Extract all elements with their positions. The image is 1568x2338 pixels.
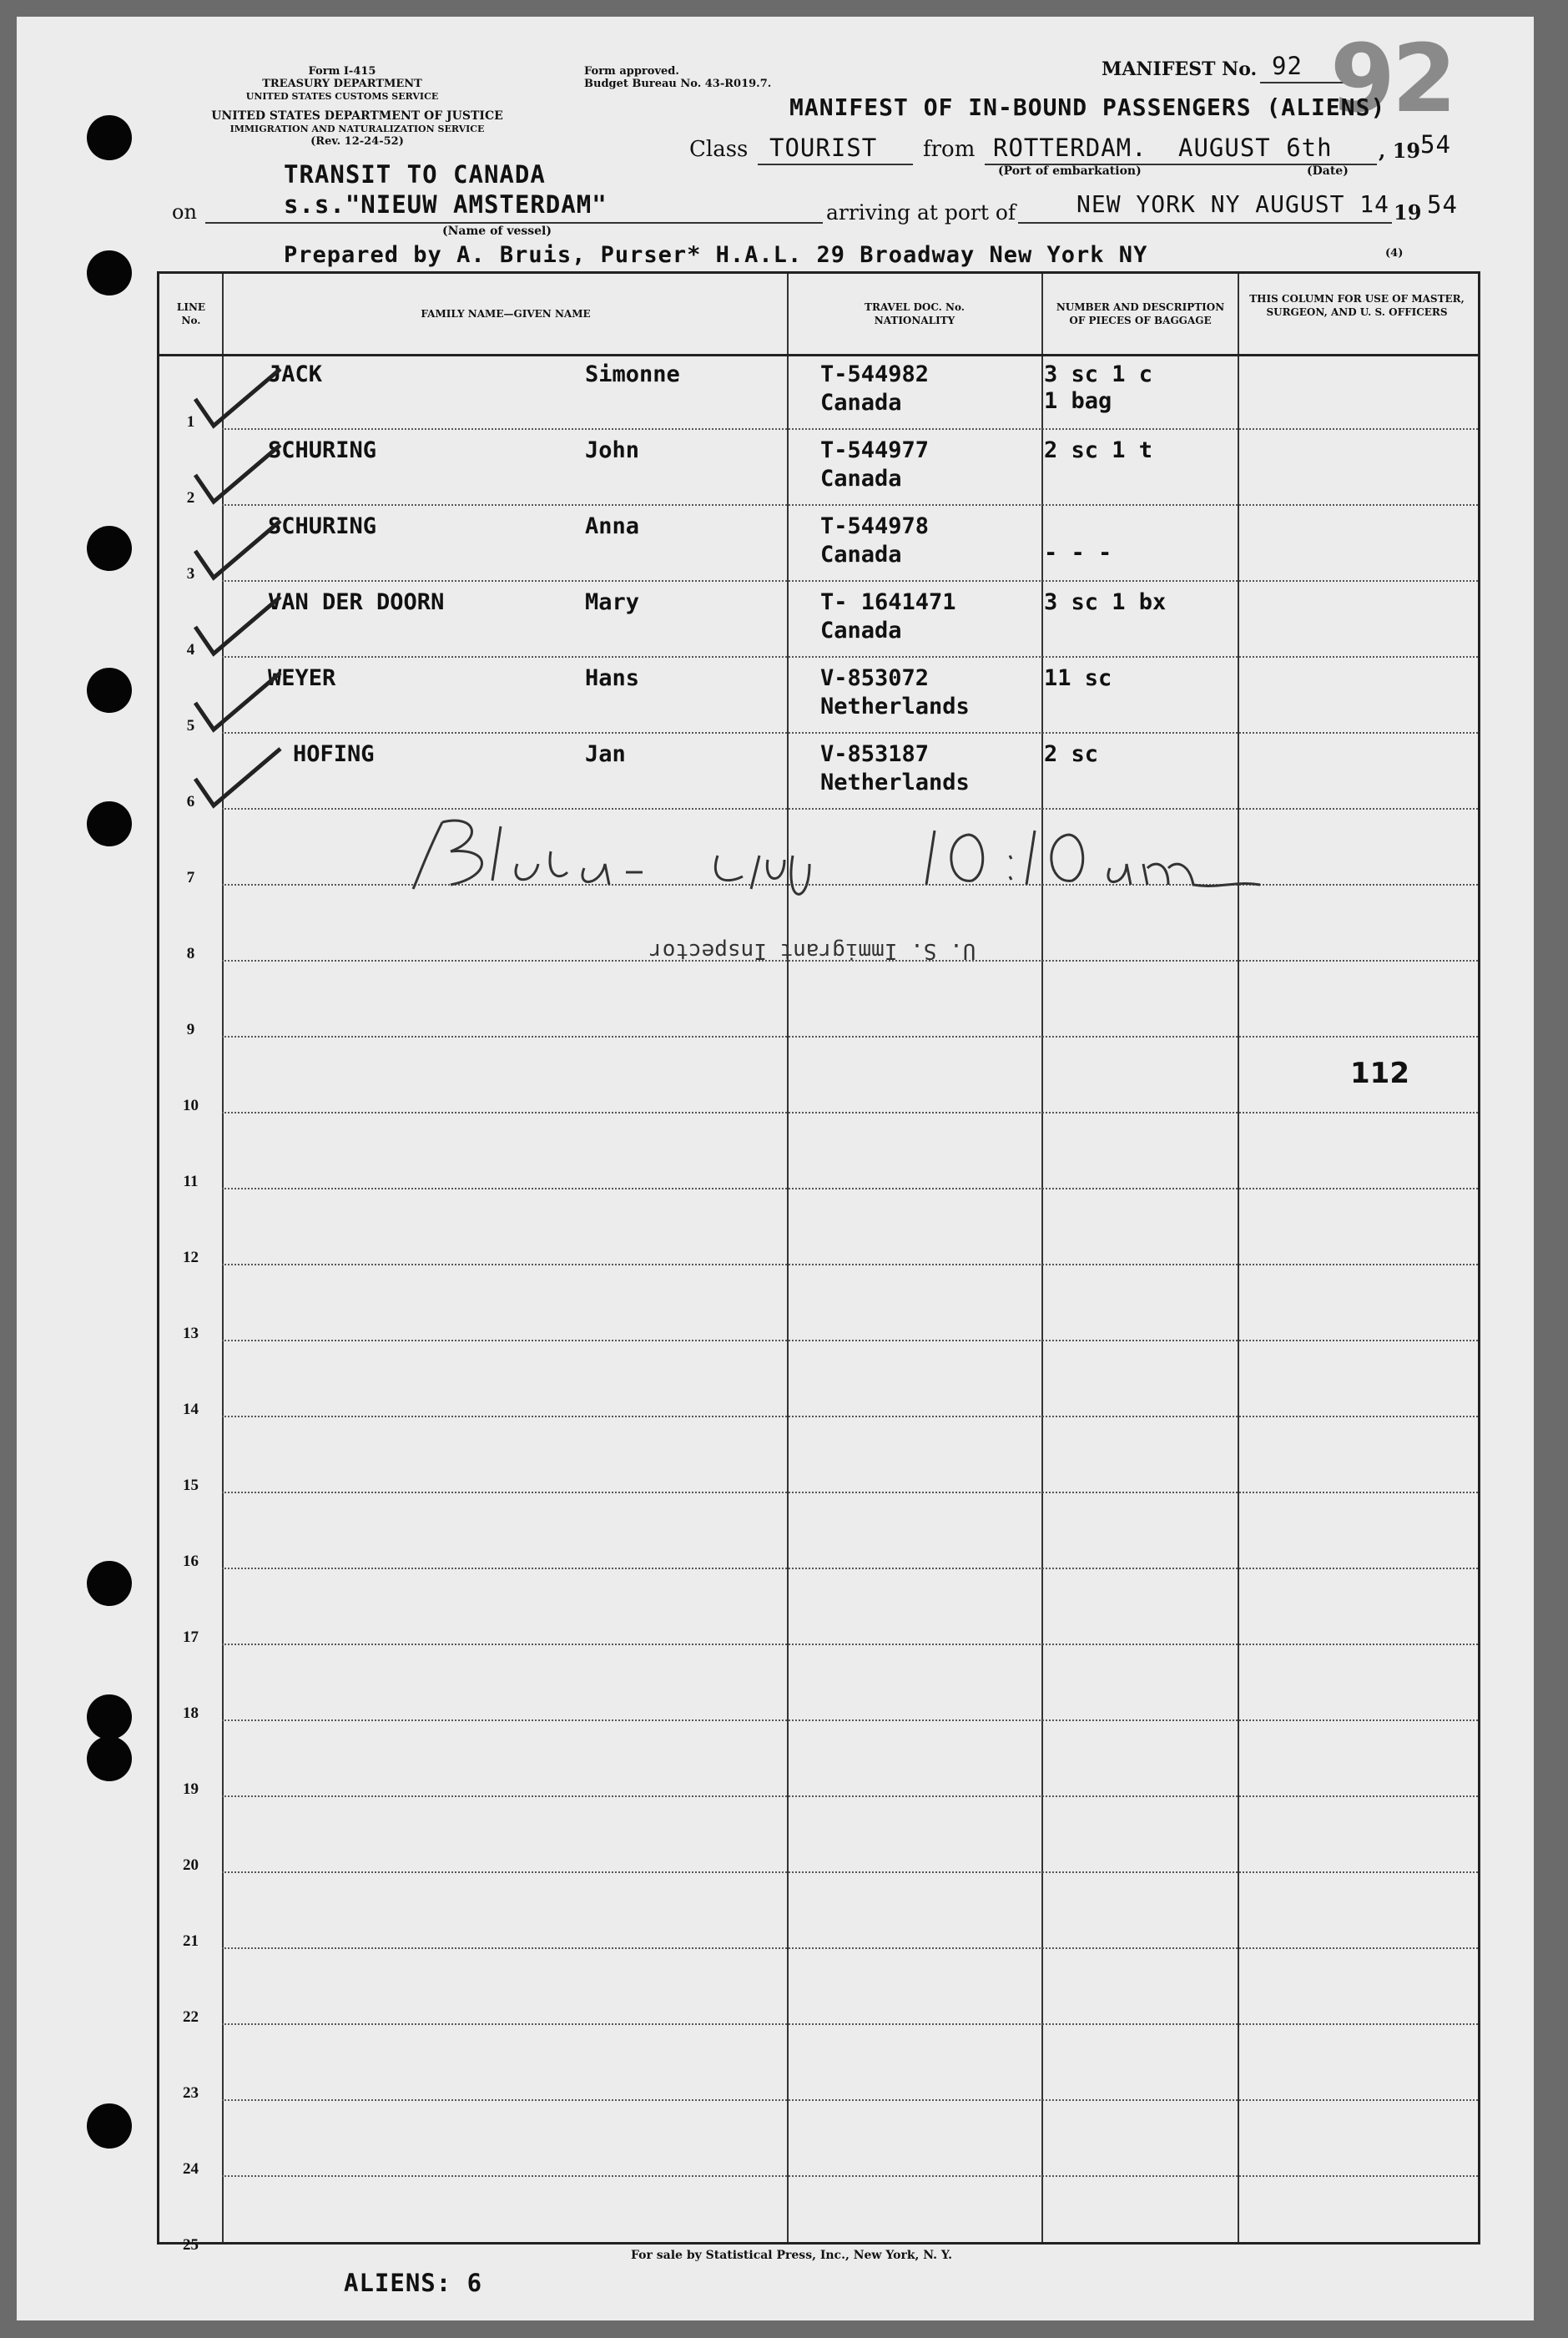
manifest-number: 92 — [1272, 52, 1303, 80]
vessel-line — [205, 222, 823, 224]
table-row — [159, 1645, 1478, 1721]
class-label: Class — [689, 137, 749, 162]
col-header-baggage: NUMBER AND DESCRIPTION OF PIECES OF BAGGAGE — [1056, 301, 1225, 326]
form-number: Form I-415 — [308, 65, 376, 78]
check-mark — [189, 442, 289, 508]
year-2: 54 — [1427, 190, 1458, 219]
check-mark — [189, 593, 289, 660]
table-row — [159, 734, 1478, 810]
line-number: 14 — [183, 1401, 199, 1418]
line-number: 22 — [183, 2008, 199, 2026]
table-row — [159, 354, 1478, 430]
year-prefix-1: , 19 — [1379, 139, 1421, 163]
revision-date: (Rev. 12-24-52) — [310, 135, 404, 148]
col-header-officers: THIS COLUMN FOR USE OF MASTER, SURGEON, AND U. S. OFFICERS — [1249, 293, 1465, 318]
line-number: 17 — [183, 1629, 199, 1646]
travel-doc-number: T-544977 — [820, 437, 930, 463]
check-mark — [189, 745, 289, 812]
travel-doc-number: V-853187 — [820, 741, 930, 767]
manifest-title: MANIFEST OF IN-BOUND PASSENGERS (ALIENS) — [789, 93, 1386, 121]
approval-block — [584, 65, 771, 90]
table-row — [159, 2025, 1478, 2101]
nationality: Canada — [820, 466, 902, 492]
from-label: from — [923, 137, 976, 162]
passenger-table — [157, 271, 1480, 2254]
line-number: 24 — [183, 2160, 199, 2178]
table-row — [159, 1493, 1478, 1569]
given-name: John — [585, 437, 640, 463]
baggage-description-2: 1 bag — [1044, 388, 1112, 414]
line-number: 6 — [186, 793, 195, 810]
transit-note: TRANSIT TO CANADA — [284, 160, 546, 189]
aliens-count: ALIENS: 6 — [344, 2269, 483, 2297]
prepared-by: Prepared by A. Bruis, Purser* H.A.L. 29 Broadway New York NY — [284, 242, 1148, 268]
punch-hole — [87, 1694, 132, 1740]
punch-hole — [87, 801, 132, 846]
check-mark — [189, 366, 289, 432]
table-row — [159, 1417, 1478, 1493]
punch-hole — [87, 668, 132, 713]
table-row — [159, 2177, 1478, 2253]
table-row — [159, 2101, 1478, 2177]
customs-service: UNITED STATES CUSTOMS SERVICE — [245, 91, 439, 102]
port-of-embarkation: ROTTERDAM. — [993, 134, 1147, 162]
check-mark — [189, 669, 289, 736]
count-annotation: 112 — [1350, 1057, 1409, 1090]
vessel-name: s.s."NIEUW AMSTERDAM" — [284, 190, 608, 219]
line-number: 10 — [183, 1097, 199, 1114]
check-mark — [189, 518, 289, 584]
table-row — [159, 1189, 1478, 1265]
printer-credit: For sale by Statistical Press, Inc., New York, N. Y. — [631, 2249, 952, 2262]
ins-name: IMMIGRATION AND NATURALIZATION SERVICE — [229, 124, 485, 134]
arrival-line — [1018, 222, 1392, 224]
nationality: Netherlands — [820, 694, 970, 720]
line-number: 11 — [183, 1173, 199, 1190]
baggage-description: 3 sc 1 bx — [1044, 589, 1167, 615]
punch-hole — [87, 1561, 132, 1606]
travel-doc-number: T-544978 — [820, 513, 930, 539]
punch-hole — [87, 2103, 132, 2149]
family-name: SCHURING — [268, 437, 377, 463]
col-header-line-no: LINE No. — [176, 301, 206, 326]
vessel-caption: (Name of vessel) — [442, 225, 552, 238]
treasury-dept: TREASURY DEPARTMENT — [262, 78, 422, 90]
nationality: Netherlands — [820, 770, 970, 795]
line-number: 16 — [183, 1553, 199, 1570]
line-number: 25 — [183, 2236, 199, 2254]
inspector-stamp-reversed: U. S. Immigrant Inspector — [649, 938, 976, 963]
travel-doc-number: T-544982 — [820, 361, 930, 387]
punch-hole — [87, 1736, 132, 1781]
given-name: Simonne — [585, 361, 680, 387]
line-number: 23 — [183, 2084, 199, 2102]
line-number: 15 — [183, 1477, 199, 1494]
line-number: 2 — [186, 489, 195, 507]
nationality: Canada — [820, 390, 902, 416]
arrival-port: NEW YORK NY AUGUST 14 — [1076, 190, 1390, 218]
punch-hole — [87, 115, 132, 160]
baggage-description: 2 sc 1 t — [1044, 437, 1153, 463]
travel-doc-number: T- 1641471 — [820, 589, 956, 615]
line-number: 5 — [186, 717, 195, 735]
family-name: WEYER — [268, 665, 336, 691]
table-row — [159, 962, 1478, 1038]
given-name: Mary — [585, 589, 640, 615]
family-name: HOFING — [293, 741, 375, 767]
table-row — [159, 1569, 1478, 1645]
year-1: 54 — [1420, 130, 1451, 159]
form-approved: Form approved. — [584, 65, 679, 78]
doj-name: UNITED STATES DEPARTMENT OF JUSTICE — [211, 109, 503, 123]
table-row — [159, 1873, 1478, 1949]
line-number: 21 — [183, 1932, 199, 1950]
family-name: SCHURING — [268, 513, 377, 539]
manifest-number-label: MANIFEST No. — [1102, 58, 1258, 80]
nationality: Canada — [820, 542, 902, 568]
baggage-description: 3 sc 1 c — [1044, 361, 1153, 387]
given-name: Jan — [585, 741, 626, 767]
date-caption: (Date) — [1307, 164, 1349, 178]
table-row — [159, 1113, 1478, 1189]
table-row — [159, 1341, 1478, 1417]
budget-bureau: Budget Bureau No. 43-R019.7. — [584, 78, 772, 90]
line-number: 4 — [186, 641, 195, 659]
table-row — [159, 506, 1478, 582]
table-row — [159, 582, 1478, 658]
table-row — [159, 1038, 1478, 1113]
baggage-description: 2 sc — [1044, 741, 1099, 767]
given-name: Anna — [585, 513, 640, 539]
line-number: 20 — [183, 1856, 199, 1874]
table-row — [159, 1265, 1478, 1341]
table-row — [159, 1949, 1478, 2025]
table-row — [159, 1721, 1478, 1797]
line-number: 3 — [186, 565, 195, 583]
given-name: Hans — [585, 665, 640, 691]
nationality: Canada — [820, 618, 902, 644]
punch-hole — [87, 250, 132, 295]
year-prefix-2: 19 — [1394, 200, 1422, 225]
col-header-name: FAMILY NAME—GIVEN NAME — [421, 308, 591, 320]
doj-block — [174, 110, 541, 148]
table-row — [159, 430, 1478, 506]
table-row — [159, 658, 1478, 734]
line-number: 12 — [183, 1249, 199, 1266]
class-line — [758, 164, 913, 165]
travel-doc-number: V-853072 — [820, 665, 930, 691]
line-number: 8 — [186, 945, 195, 962]
line-number: 7 — [186, 869, 195, 886]
note-4: (4) — [1385, 247, 1404, 260]
baggage-description: 11 sc — [1044, 665, 1112, 691]
embarkation-date: AUGUST 6th — [1178, 134, 1333, 162]
line-number: 1 — [186, 413, 195, 431]
line-number: 13 — [183, 1325, 199, 1342]
table-row — [159, 1797, 1478, 1873]
on-label: on — [172, 200, 197, 224]
family-name: VAN DER DOORN — [268, 589, 445, 615]
punch-hole — [87, 526, 132, 571]
port-embark-caption: (Port of embarkation) — [998, 164, 1142, 178]
line-number: 9 — [186, 1021, 195, 1038]
manifest-stamp: 92 — [1330, 25, 1454, 134]
class-value: TOURIST — [769, 134, 878, 162]
line-number: 18 — [183, 1704, 199, 1722]
form-header-block — [225, 65, 459, 103]
col-header-travel-doc: TRAVEL DOC. No. NATIONALITY — [865, 301, 965, 326]
line-number: 19 — [183, 1780, 199, 1798]
arriving-label: arriving at port of — [826, 200, 1016, 225]
family-name: JACK — [268, 361, 323, 387]
baggage-description-2: - - - — [1044, 540, 1112, 566]
